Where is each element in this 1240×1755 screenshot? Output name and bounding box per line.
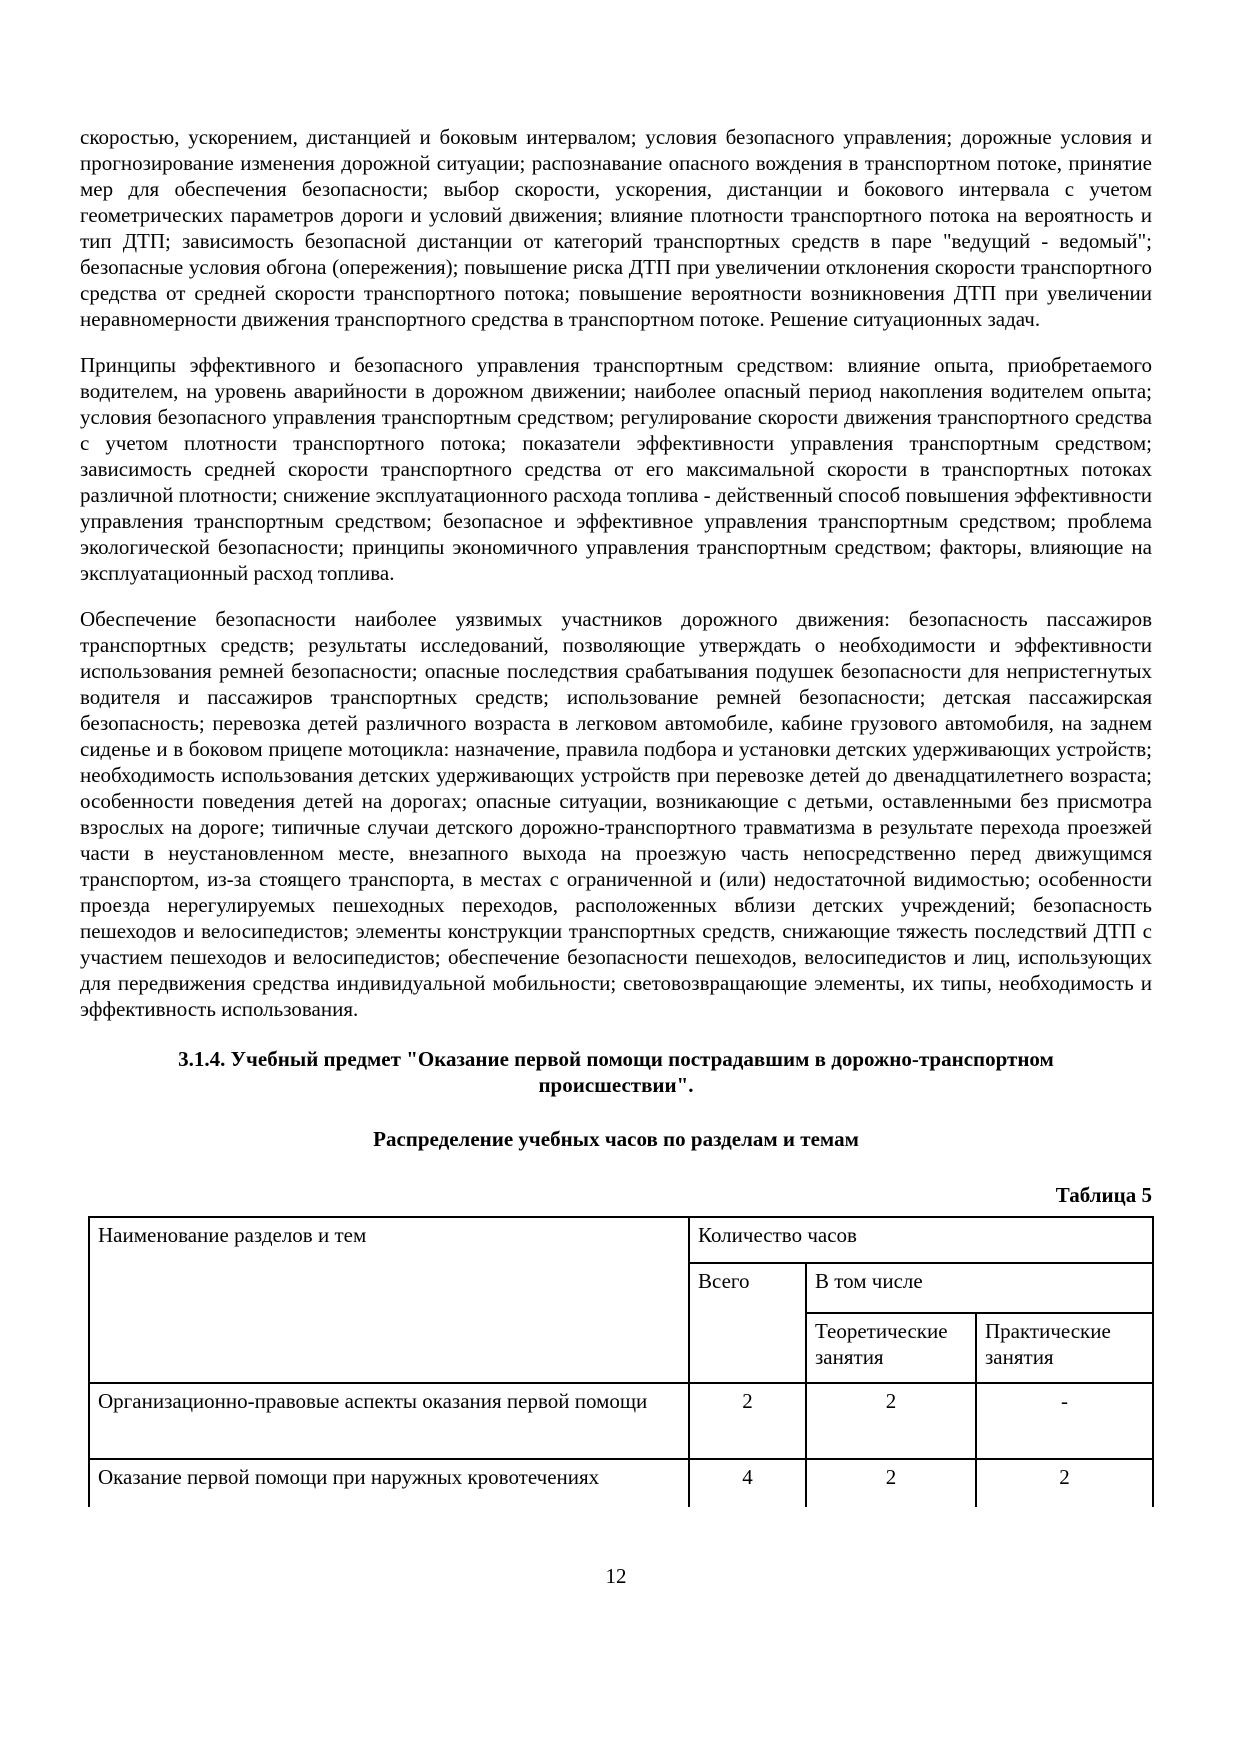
table-header-row-1 — [89, 1217, 1153, 1263]
row-total-hours: 4 — [689, 1459, 806, 1507]
section-heading: 3.1.4. Учебный предмет "Оказание первой помощи пострадавшим в дорожно-транспортном происшествии". — [178, 1047, 1054, 1097]
header-cell-hours: Количество часов — [689, 1217, 1153, 1263]
header-cell-practice: Практические занятия — [976, 1313, 1153, 1383]
paragraph-effective-driving-principles: Принципы эффективного и безопасного управления транспортным средством: влияние опыта, приобретаемого водителем, на уровень аварийности в дорожном движении; наиболее опасный период накопления водителем опыта; условия безопасного управления транспортным средством; регулирование скорости движения транспортного средства с учетом плотности транспортного потока; показатели эффективности управления транспортным средством; зависимость средней скорости транспортного средства от его максимальной скорости в транспортных потоках различной плотности; снижение эксплуатационного расхода топлива - действенный способ повышения эффективности управления транспортным средством; безопасное и эффективное управления транспортным средством; проблема экологической безопасности; принципы экономичного управления транспортным средством; факторы, влияющие на эксплуатационный расход топлива. — [80, 353, 1152, 585]
header-cell-theory: Теоретические занятия — [806, 1313, 976, 1383]
header-cell-including: В том числе — [806, 1263, 1153, 1313]
table-row — [89, 1383, 1153, 1459]
table-title: Распределение учебных часов по разделам и темам — [373, 1127, 859, 1151]
hours-table — [88, 1216, 1154, 1507]
row-topic-name: Оказание первой помощи при наружных кровотечениях — [89, 1459, 689, 1507]
paragraph-driving-conditions: скоростью, ускорением, дистанцией и боковым интервалом; условия безопасного управления; дорожные условия и прогнозирование изменения дорожной ситуации; распознавание опасного вождения в транспортном потоке, принятие мер для обеспечения безопасности; выбор скорости, ускорения, дистанции и бокового интервала с учетом геометрических параметров дороги и условий движения; влияние плотности транспортного потока на вероятность и тип ДТП; зависимость безопасной дистанции от категорий транспортных средств в паре "ведущий - ведомый"; безопасные условия обгона (опережения); повышение риска ДТП при увеличении отклонения скорости транспортного средства от средней скорости транспортного потока; повышение вероятности возникновения ДТП при увеличении неравномерности движения транспортного средства в транспортном потоке. Решение ситуационных задач. — [80, 125, 1152, 331]
row-theory-hours: 2 — [806, 1383, 976, 1459]
page-number: 12 — [605, 1564, 627, 1588]
header-cell-name: Наименование разделов и тем — [89, 1217, 689, 1383]
row-practice-hours: 2 — [976, 1459, 1153, 1507]
row-theory-hours: 2 — [806, 1459, 976, 1507]
row-practice-hours: - — [976, 1383, 1153, 1459]
paragraph-vulnerable-road-users: Обеспечение безопасности наиболее уязвимых участников дорожного движения: безопасность пассажиров транспортных средств; результаты исследований, позволяющие утверждать о необходимости и эффективности использования ремней безопасности; опасные последствия срабатывания подушек безопасности для непристегнутых водителя и пассажиров транспортных средств; использование ремней безопасности; детская пассажирская безопасность; перевозка детей различного возраста в легковом автомобиле, кабине грузового автомобиля, на заднем сиденье и в боковом прицепе мотоцикла: назначение, правила подбора и установки детских удерживающих устройств; необходимость использования детских удерживающих устройств при перевозке детей до двенадцатилетнего возраста; особенности поведения детей на дорогах; опасные ситуации, возникающие с детьми, оставленными без присмотра взрослых на дороге; типичные случаи детского дорожно-транспортного травматизма в результате перехода проезжей части в неустановленном месте, внезапного выхода на проезжую часть непосредственно перед движущимся транспортом, из-за стоящего транспорта, в местах с ограниченной и (или) недостаточной видимостью; особенности проезда нерегулируемых пешеходных переходов, расположенных вблизи детских учреждений; безопасность пешеходов и велосипедистов; элементы конструкции транспортных средств, снижающие тяжесть последствий ДТП с участием пешеходов и велосипедистов; обеспечение безопасности пешеходов, велосипедистов и лиц, использующих для передвижения средства индивидуальной мобильности; световозвращающие элементы, их типы, необходимость и эффективность использования. — [80, 607, 1152, 1021]
table-label: Таблица 5 — [1055, 1183, 1152, 1207]
table-row-clipped — [89, 1459, 1153, 1507]
header-cell-total: Всего — [689, 1263, 806, 1383]
row-topic-name: Организационно-правовые аспекты оказания первой помощи — [89, 1383, 689, 1459]
row-total-hours: 2 — [689, 1383, 806, 1459]
